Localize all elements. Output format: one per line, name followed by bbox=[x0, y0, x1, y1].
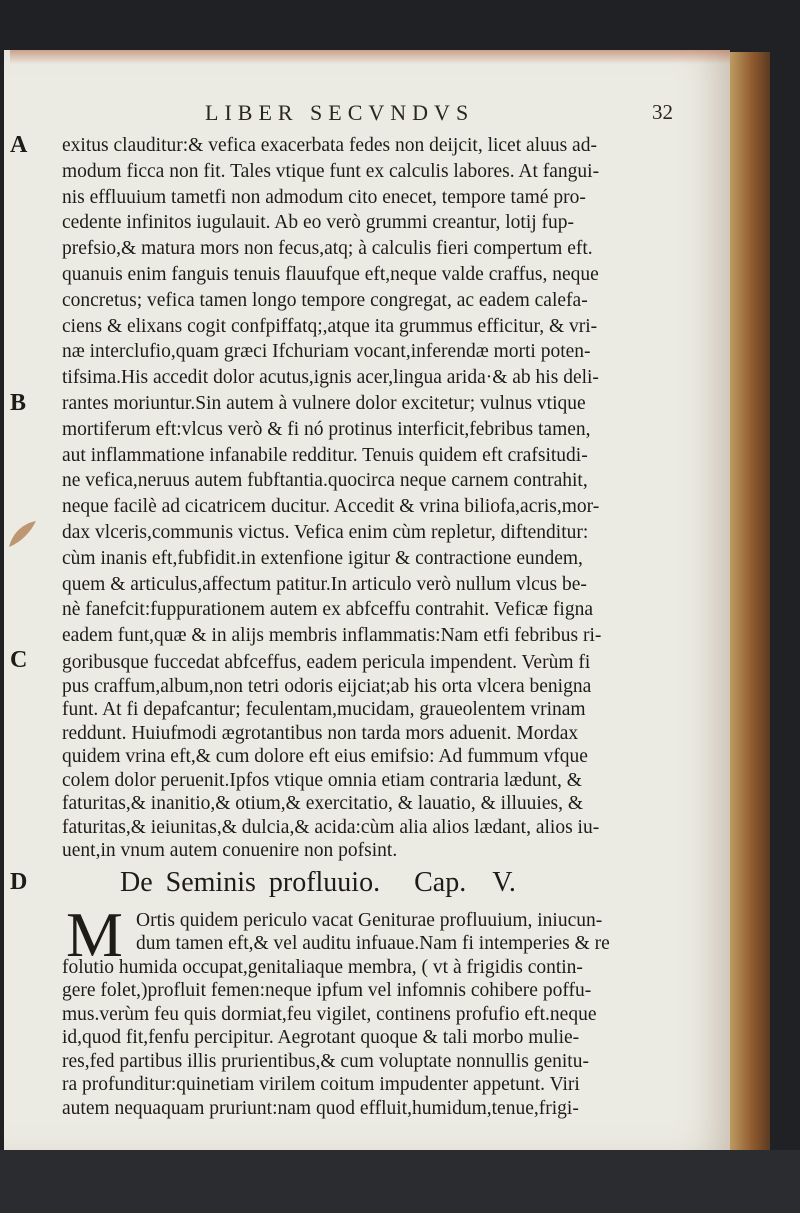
text-line: næ interclufio,quam græci Ifchuriam vocant,inferendæ morti poten- bbox=[62, 341, 591, 363]
text-line: faturitas,& ieiunitas,& dulcia,& acida:cùm alia alios lædant, alios iu- bbox=[62, 816, 600, 838]
text-line: Ortis quidem periculo vacat Geniturae profluuium, iniucun- bbox=[136, 909, 603, 931]
text-line: faturitas,& inanitio,& otium,& exercitatio, & lauatio, & illuuies, & bbox=[62, 793, 583, 814]
text-line: quem & articulus,affectum patitur.In articulo verò nullum vlcus be- bbox=[62, 573, 587, 595]
drop-cap-initial: M bbox=[66, 898, 123, 970]
text-line: gere folet,)profluit femen:neque ipfum vel infomnis cohibere poffu- bbox=[62, 980, 592, 1001]
text-line: ra profunditur:quinetiam virilem coitum impudenter appetunt. Viri bbox=[62, 1074, 580, 1095]
text-line: nis effluuium tametfi non admodum cito enecet, tempore tamé pro- bbox=[62, 186, 586, 208]
text-line: neque facilè ad cicatricem ducitur. Accedit & vrina biliofa,acris,mor- bbox=[62, 496, 600, 518]
text-line: ne vefica,neruus autem fubftantia.quocirca neque carnem contrahit, bbox=[62, 470, 588, 492]
text-line: uent,in vnum autem conuenire non pofsint. bbox=[62, 840, 398, 861]
page-stain bbox=[10, 50, 730, 64]
text-line: rantes moriuntur.Sin autem à vulnere dolor excitetur; vulnus vtique bbox=[62, 393, 586, 414]
text-line: mortiferum eft:vlcus verò & fi nó protinus interficit,febribus tamen, bbox=[62, 418, 591, 440]
chapter-heading bbox=[120, 867, 680, 899]
text-line: concretus; vefica tamen longo tempore congregat, ac eadem calefa- bbox=[62, 289, 588, 311]
text-line: dax vlceris,communis victus. Vefica enim cùm repletur, diftenditur: bbox=[62, 522, 589, 543]
margin-ornament-icon bbox=[5, 517, 39, 551]
running-head: LIBER SECVNDVS bbox=[205, 100, 475, 125]
page-number: 32 bbox=[652, 100, 673, 124]
text-line: modum ficca non fit. Tales vtique funt ex calculis labores. At fangui- bbox=[62, 160, 600, 182]
chapter-number: V. bbox=[492, 866, 516, 898]
margin-marker-d: D bbox=[10, 868, 28, 895]
text-line: quidem vrina eft,& cum dolore eft eius emifsio: Ad fummum vfque bbox=[62, 746, 588, 767]
text-line: goribusque fuccedat abfceffus, eadem pericula impendent. Verùm fi bbox=[62, 652, 591, 673]
text-line: cedente infinitos iugulauit. Ab eo verò grummi creantur, lotij fup- bbox=[62, 212, 575, 234]
text-line: ciens & elixans cogit confpiffatq;,atque ita grummus efficitur, & vri- bbox=[62, 315, 598, 337]
text-line: nè fanefcit:fuppurationem autem ex abfceffu contrahit. Veficæ figna bbox=[62, 599, 593, 621]
text-line: exitus clauditur:& vefica exacerbata fedes non deijcit, licet aluus ad- bbox=[62, 135, 597, 156]
text-line: folutio humida occupat,genitaliaque membra, ( vt à frigidis contin- bbox=[62, 956, 583, 978]
text-line: autem nequaquam pruriunt:nam quod effluit,humidum,tenue,frigi- bbox=[62, 1097, 579, 1119]
text-line: prefsio,& matura mors non fecus,atq; à calculis fieri compertum eft. bbox=[62, 238, 593, 260]
margin-marker-c: C bbox=[10, 647, 28, 673]
margin-marker-a: A bbox=[10, 132, 28, 158]
scan-backdrop bbox=[0, 1150, 800, 1213]
text-line: cùm inanis eft,fubfidit.in extenfione igitur & contractione eundem, bbox=[62, 547, 583, 569]
text-line: res,fed partibus illis prurientibus,& cum voluptate nonnullis genitu- bbox=[62, 1050, 589, 1072]
text-line: dum tamen eft,& vel auditu infuaue.Nam fi intemperies & re bbox=[136, 933, 610, 954]
text-line: pus craffum,album,non tetri odoris eijciat;ab his orta vlcera benigna bbox=[62, 675, 592, 697]
margin-marker-b: B bbox=[10, 390, 27, 416]
text-line: colem dolor peruenit.Ipfos vtique omnia etiam contraria lædunt, & bbox=[62, 769, 582, 791]
text-line: reddunt. Huiufmodi ægrotantibus non tarda mors aduenit. Mordax bbox=[62, 722, 579, 744]
text-line: eadem funt,quæ & in alijs membris inflammatis:Nam etfi febribus ri- bbox=[62, 625, 602, 647]
text-line: id,quod fit,fenfu percipitur. Aegrotant quoque & tali morbo mulie- bbox=[62, 1027, 580, 1048]
text-line: tifsima.His accedit dolor acutus,ignis acer,lingua arida·& ab his deli- bbox=[62, 367, 599, 389]
chapter-label: Cap. bbox=[414, 866, 467, 898]
text-line: aut inflammatione infanabile redditur. Tenuis quidem eft crafsitudi- bbox=[62, 444, 588, 466]
text-line: funt. At fi depafcantur; feculentam,mucidam, graueolentem vrinam bbox=[62, 699, 586, 720]
text-line: quanuis enim fanguis tenuis flauufque eft,neque valde craffus, neque bbox=[62, 264, 599, 285]
chapter-title: De Seminis profluuio. bbox=[120, 866, 381, 898]
text-line: mus.verùm feu quis dormiat,feu vigilet, continens profufio eft.neque bbox=[62, 1003, 597, 1025]
